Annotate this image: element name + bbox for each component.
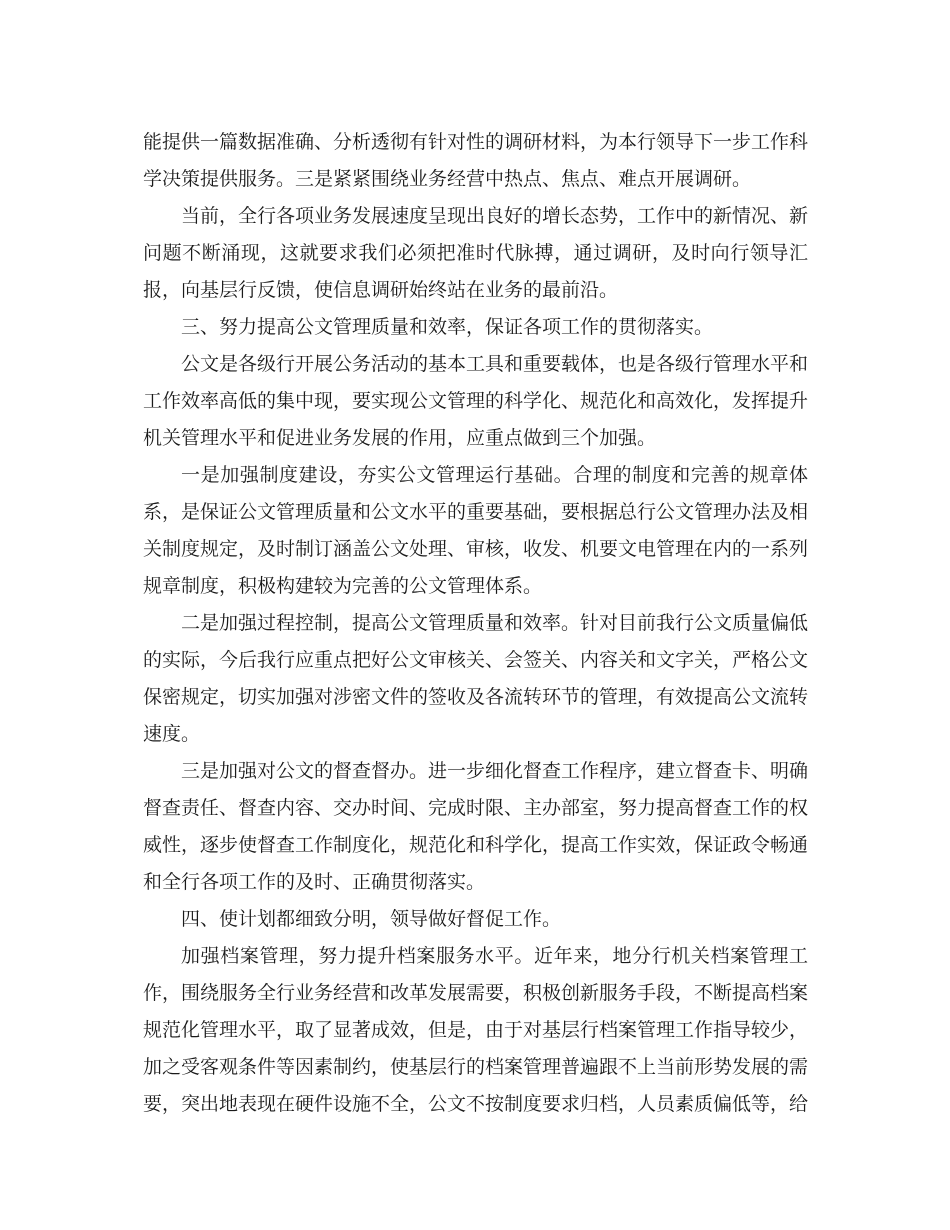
paragraph-5: 一是加强制度建设，夯实公文管理运行基础。合理的制度和完善的规章体系，是保证公文管理质量和公文水平的重要基础，要根据总行公文管理办法及相关制度规定，及时制订涵盖公文处理、审核，收发、机要文电管理在内的一系列规章制度，积极构建较为完善的公文管理体系。 xyxy=(143,464,809,597)
paragraph-4: 公文是各级行开展公务活动的基本工具和重要载体，也是各级行管理水平和工作效率高低的集中现，要实现公文管理的科学化、规范化和高效化，发挥提升机关管理水平和促进业务发展的作用，应重点做到三个加强。 xyxy=(143,353,809,449)
paragraph-9: 加强档案管理，努力提升档案服务水平。近年来，地分行机关档案管理工作，围绕服务全行业务经营和改革发展需要，积极创新服务手段，不断提高档案规范化管理水平，取了显著成效，但是，由于对基层行档案管理工作指导较少，加之受客观条件等因素制约，使基层行的档案管理普遍跟不上当前形势发展的需要，突出地表现在硬件设施不全，公文不按制度要求归档，人员素质偏低等，给 xyxy=(143,945,809,1115)
paragraph-2: 当前，全行各项业务发展速度呈现出良好的增长态势，工作中的新情况、新问题不断涌现，这就要求我们必须把准时代脉搏，通过调研，及时向行领导汇报，向基层行反馈，使信息调研始终站在业务的最前沿。 xyxy=(143,205,809,301)
section-heading-3: 三、努力提高公文管理质量和效率，保证各项工作的贯彻落实。 xyxy=(181,316,714,338)
paragraph-6: 二是加强过程控制，提高公文管理质量和效率。针对目前我行公文质量偏低的实际，今后我行应重点把好公文审核关、会签关、内容关和文字关，严格公文保密规定，切实加强对涉密文件的签收及各流转环节的管理，有效提高公文流转速度。 xyxy=(143,612,809,745)
section-heading-4: 四、使计划都细致分明，领导做好督促工作。 xyxy=(181,908,562,930)
document-body xyxy=(143,124,808,1123)
paragraph-7: 三是加强对公文的督查督办。进一步细化督查工作程序，建立督查卡、明确督查责任、督查内容、交办时间、完成时限、主办部室，努力提高督查工作的权威性，逐步使督查工作制度化，规范化和科学化，提高工作实效，保证政令畅通和全行各项工作的及时、正确贯彻落实。 xyxy=(143,760,809,893)
paragraph-1: 能提供一篇数据准确、分析透彻有针对性的调研材料，为本行领导下一步工作科学决策提供服务。三是紧紧围绕业务经营中热点、焦点、难点开展调研。 xyxy=(143,131,809,190)
